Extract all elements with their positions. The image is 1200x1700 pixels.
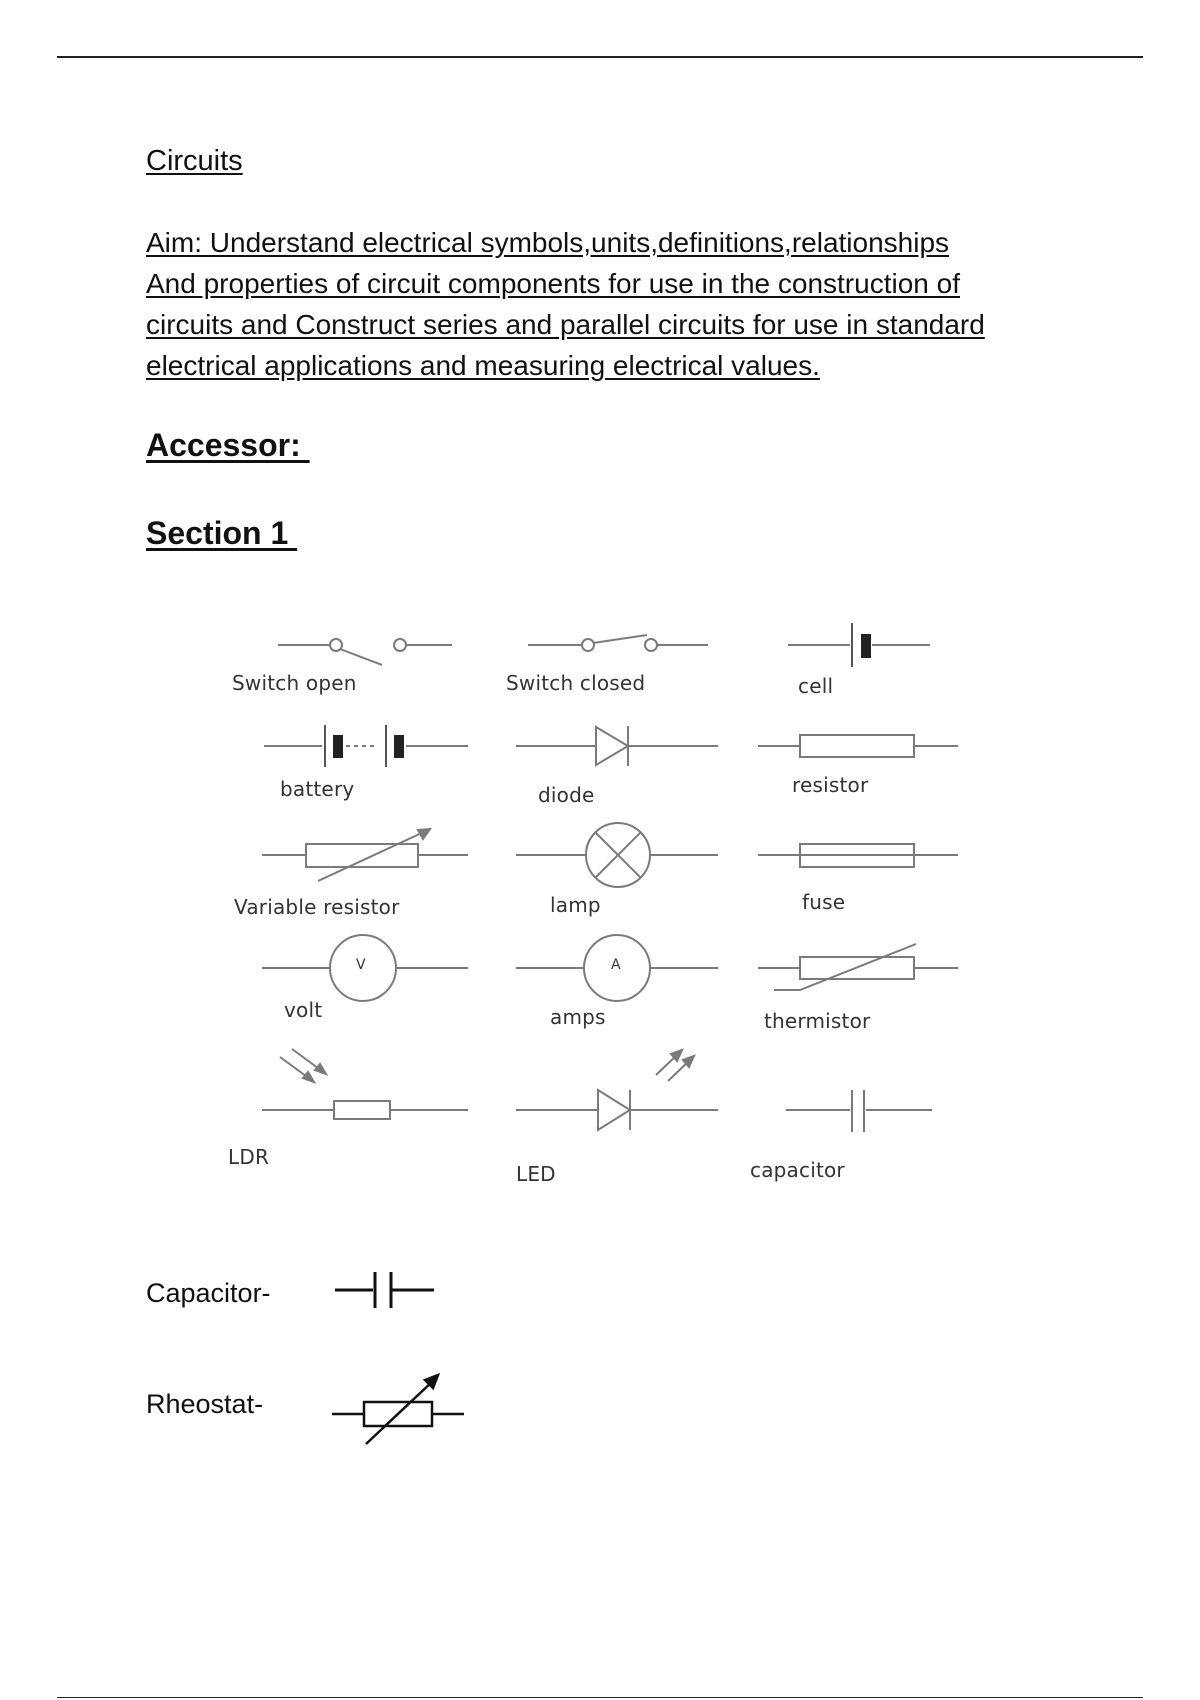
switch-closed-icon	[528, 635, 708, 651]
battery-icon	[264, 725, 468, 767]
symbol-label: Switch open	[232, 671, 357, 695]
capacitor-label: Capacitor-	[146, 1278, 271, 1308]
ammeter-glyph: A	[611, 957, 621, 973]
aim-line: Aim: Understand electrical symbols,units,definitions,relationships	[146, 227, 950, 258]
circuit-symbols-figure	[210, 605, 980, 1195]
variable-resistor-icon	[262, 829, 468, 881]
aim-line: electrical applications and measuring electrical values.	[146, 350, 820, 381]
diode-icon	[516, 726, 718, 766]
symbol-label: lamp	[550, 893, 601, 917]
symbol-label: amps	[550, 1005, 606, 1029]
cell-icon	[788, 623, 930, 667]
symbol-label: volt	[284, 998, 323, 1022]
led-icon	[516, 1050, 718, 1130]
symbol-label: LDR	[228, 1145, 270, 1169]
aim-paragraph	[146, 222, 1106, 386]
accessor-heading: Accessor:	[146, 427, 310, 463]
rheostat-label: Rheostat-	[146, 1389, 264, 1419]
top-rule	[57, 56, 1143, 58]
page-title: Circuits	[146, 145, 243, 177]
resistor-icon	[758, 735, 958, 757]
symbol-label: thermistor	[764, 1009, 871, 1033]
voltmeter-glyph: V	[356, 957, 366, 973]
symbol-label: resistor	[792, 773, 869, 797]
capacitor-icon	[333, 1262, 437, 1310]
symbol-label: cell	[798, 674, 834, 698]
symbol-label: diode	[538, 783, 595, 807]
symbol-label: LED	[516, 1162, 556, 1186]
symbol-label: capacitor	[750, 1158, 845, 1182]
aim-line: And properties of circuit components for use in the construction of	[146, 268, 960, 299]
thermistor-icon	[758, 944, 958, 990]
section-heading: Section 1	[146, 515, 298, 551]
capacitor-icon	[786, 1090, 932, 1132]
fuse-icon	[758, 844, 958, 867]
switch-open-icon	[278, 639, 452, 665]
symbol-label: battery	[280, 777, 355, 801]
symbol-label: Switch closed	[506, 671, 646, 695]
lamp-icon	[516, 823, 718, 887]
symbol-label: fuse	[802, 890, 846, 914]
bottom-rule	[57, 1697, 1143, 1698]
rheostat-icon	[330, 1370, 470, 1446]
aim-line: circuits and Construct series and parallel circuits for use in standard	[146, 309, 985, 340]
symbol-label: Variable resistor	[234, 895, 400, 919]
ldr-icon	[262, 1049, 468, 1119]
